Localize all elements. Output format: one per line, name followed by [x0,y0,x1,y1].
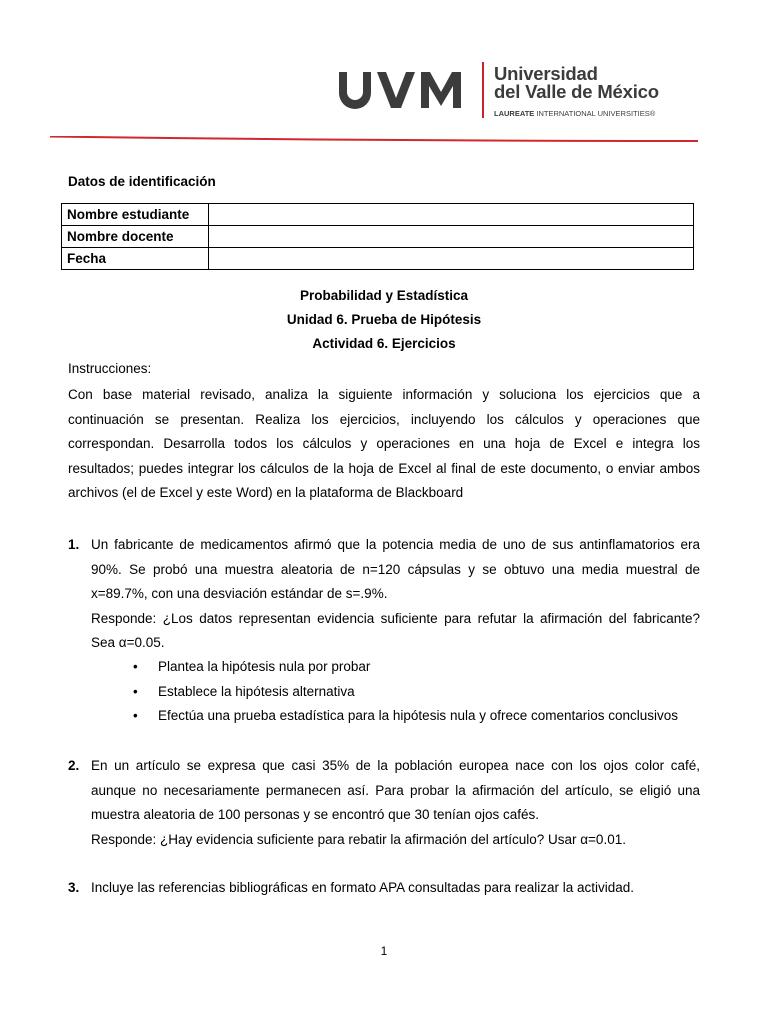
bullet-item: • Plantea la hipótesis nula por probar [133,655,370,680]
unit-title: Unidad 6. Prueba de Hipótesis [286,312,482,327]
teacher-name-value[interactable] [209,226,694,248]
activity-title: Actividad 6. Ejercicios [312,336,456,351]
table-row [62,204,694,226]
exercise-line: Responde: ¿Los datos representan evidencia suficiente para refutar la afirmación del fabricante? [91,610,700,626]
table-row [62,226,694,248]
instructions-line: correspondan. Desarrolla todos los cálculos y operaciones en una hoja de Excel e integra los [68,436,700,452]
teacher-name-label: Nombre docente [62,226,209,248]
instructions-line: Con base material revisado, analiza la siguiente información y soluciona los ejercicios que a [68,387,700,402]
exercise-line: muestra aleatoria de 100 personas y se encontró que 30 tenían ojos cafés. [91,807,540,823]
student-name-value[interactable] [209,204,694,226]
bullet-item: • Efectúa una prueba estadística para la hipótesis nula y ofrece comentarios conclusivos [133,704,678,729]
exercise-line: 90%. Se probó una muestra aleatoria de n=120 cápsulas y se obtuvo una media muestral de [91,561,700,577]
exercise-3-number: 3. [68,880,80,895]
header-red-rule [50,136,698,142]
bullet-glyph: • [133,659,138,674]
date-label: Fecha [62,248,209,270]
exercise-1-text [91,533,700,656]
student-name-label: Nombre estudiante [62,204,209,226]
laureate-tagline: LAUREATE INTERNATIONAL UNIVERSITIES® [494,109,656,118]
bullet-glyph: • [133,684,138,699]
identification-heading: Datos de identificación [68,174,216,189]
instructions-label: Instrucciones: [68,361,152,376]
university-name-line2: del Valle de México [494,81,659,102]
instructions-line: resultados; puedes integrar los cálculos de la hoja de Excel al final de este documento, o enviar ambos [68,460,700,476]
course-title: Probabilidad y Estadística [299,288,469,303]
bullet-item: • Establece la hipótesis alternativa [133,680,355,705]
exercise-line: Incluye las referencias bibliográficas en formato APA consultadas para realizar la actividad. [91,880,635,895]
exercise-line: Responde: ¿Hay evidencia suficiente para rebatir la afirmación del artículo? Usar α=0.01. [91,831,626,847]
exercise-line: Sea α=0.05. [91,635,165,651]
instructions-paragraph [68,383,700,506]
exercise-1-number: 1. [68,537,80,552]
university-name-line1: Universidad [494,63,598,84]
uvm-wordmark [337,70,467,110]
exercise-line: En un artículo se expresa que casi 35% de la población europea nace con los ojos color café, [91,758,700,773]
bullet-glyph: • [133,708,138,723]
exercise-line: x=89.7%, con una desviación estándar de s=.9%. [91,586,388,602]
exercise-2-number: 2. [68,758,80,773]
exercise-3-text [91,876,700,901]
exercise-2-text [91,754,700,852]
logo-separator [482,62,484,118]
page-number: 1 [380,944,388,958]
instructions-line: archivos (el de Excel y este Word) en la plataforma de Blackboard [68,485,464,501]
table-row [62,248,694,270]
exercise-line: Un fabricante de medicamentos afirmó que la potencia media de uno de sus antinflamatorios era [91,537,700,552]
identification-table [61,203,694,270]
instructions-line: continuación se presentan. Realiza los ejercicios, incluyendo los cálculos y operaciones que [68,411,700,427]
date-value[interactable] [209,248,694,270]
exercise-line: aunque no necesariamente permanecen así. Para probar la afirmación del artículo, se eligió una [91,782,700,798]
